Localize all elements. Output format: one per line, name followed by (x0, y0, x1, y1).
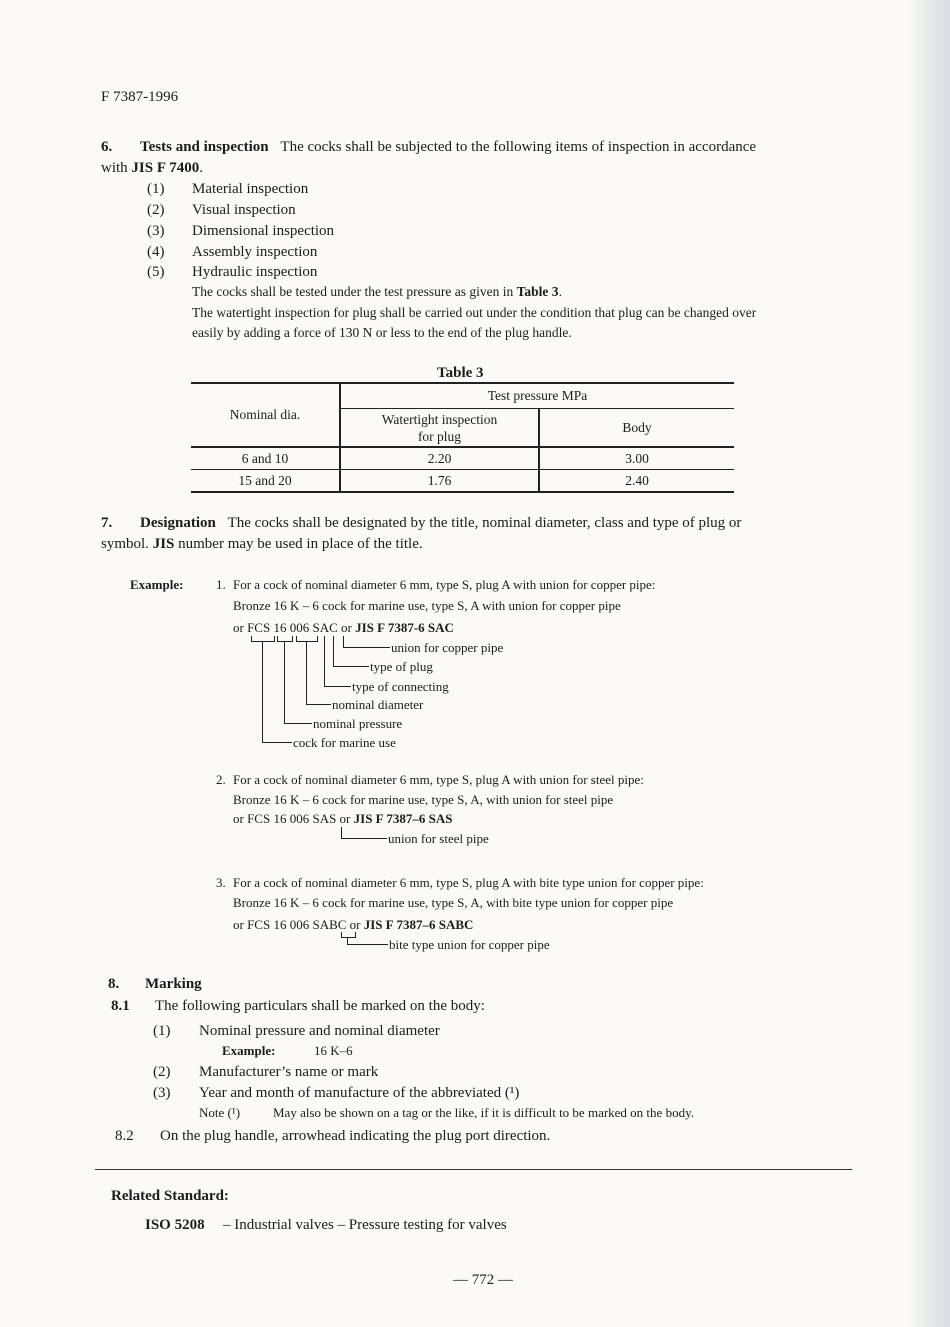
list-item (147, 262, 165, 283)
jis-designation: JIS F 7387–6 SAS (353, 811, 453, 826)
leader-union-steel (341, 827, 387, 839)
example-2-number: 2. (216, 772, 226, 787)
watertight-note-line2: easily by adding a force of 130 N or less to the end of the plug handle. (192, 325, 572, 340)
text-span: The cocks shall be tested under the test pressure as given in (192, 284, 517, 299)
marking-item-1-number: (1) (153, 1023, 171, 1039)
section-6-number: 6. (101, 139, 113, 155)
table-row (191, 447, 734, 470)
marking-item-1: Nominal pressure and nominal diameter (199, 1023, 440, 1039)
marking-note-label: Note (¹) (199, 1105, 241, 1120)
page-number: — 772 — (453, 1272, 513, 1288)
related-standard-title: – Industrial valves – Pressure testing for valves (223, 1217, 507, 1233)
cell-plug: 2.20 (340, 447, 539, 470)
section-8-1-number (111, 996, 130, 1017)
text-span: . (558, 284, 562, 299)
section-6-heading: Tests and inspection (140, 139, 269, 155)
example-2-line1: For a cock of nominal diameter 6 mm, type S, plug A with union for steel pipe: (233, 772, 644, 787)
text-span: or FCS 16 006 SAS or (233, 811, 354, 826)
example-3-line1: For a cock of nominal diameter 6 mm, type S, plug A with bite type union for copper pipe: (233, 875, 704, 890)
section-8-1-text: The following particulars shall be marked on the body: (155, 998, 485, 1014)
text-span: or FCS 16 006 SAC or (233, 620, 356, 635)
text-span: number may be used in place of the title. (174, 536, 423, 552)
callout-cock-marine: cock for marine use (293, 735, 396, 750)
text-span: symbol. (101, 536, 153, 552)
example-2-line2: Bronze 16 K – 6 cock for marine use, type S, A, with union for steel pipe (233, 792, 614, 807)
marking-item-3-number: (3) (153, 1085, 171, 1101)
section-6-heading-line (101, 137, 756, 158)
example-1-line1: For a cock of nominal diameter 6 mm, type S, plug A with union for copper pipe: (233, 577, 656, 592)
section-7-number: 7. (101, 515, 113, 531)
list-number: (2) (147, 202, 165, 218)
header-watertight-line1: Watertight inspection (381, 411, 498, 427)
jis-reference: JIS (152, 536, 175, 552)
cell-dia: 15 and 20 (191, 470, 340, 493)
callout-nominal-diameter: nominal diameter (332, 697, 424, 712)
related-standard-code: ISO 5208 (145, 1217, 205, 1233)
example-label: Example: (130, 577, 184, 592)
section-8-heading-line (108, 974, 202, 995)
example-3-designation (233, 917, 473, 933)
callout-bite-union: bite type union for copper pipe (389, 937, 550, 952)
example-1-number: 1. (216, 577, 226, 592)
cell-body: 3.00 (539, 447, 734, 470)
list-item (147, 221, 165, 242)
marking-item-3: Year and month of manufacture of the abbreviated (¹) (199, 1085, 520, 1101)
marking-example-label: Example: (222, 1043, 276, 1058)
section-7-heading: Designation (140, 515, 216, 531)
marking-example-value: 16 K–6 (314, 1043, 353, 1058)
section-7-text: The cocks shall be designated by the title, nominal diameter, class and type of plug or (227, 515, 742, 531)
list-number: (4) (147, 244, 165, 260)
header-watertight (340, 409, 539, 448)
marking-note-text: May also be shown on a tag or the like, if it is difficult to be marked on the body. (273, 1105, 694, 1120)
list-number: (3) (147, 223, 165, 239)
callout-nominal-pressure: nominal pressure (313, 716, 403, 731)
table-title: Table 3 (437, 365, 484, 381)
example-2-designation (233, 811, 453, 827)
list-item-label: Dimensional inspection (192, 223, 335, 239)
jis-designation: JIS F 7387-6 SAC (355, 620, 454, 635)
header-nominal-dia: Nominal dia. (191, 383, 340, 447)
related-standard-heading: Related Standard: (111, 1188, 229, 1204)
marking-item-2: Manufacturer’s name or mark (199, 1064, 379, 1080)
cell-dia: 6 and 10 (191, 447, 340, 470)
list-item-label: Material inspection (192, 181, 309, 197)
callout-union-steel: union for steel pipe (388, 831, 489, 846)
cell-plug: 1.76 (340, 470, 539, 493)
list-item (147, 200, 165, 221)
scan-edge-shadow (908, 0, 950, 1327)
section-8-2-text: On the plug handle, arrowhead indicating the plug port direction. (160, 1128, 551, 1144)
list-item-label: Hydraulic inspection (192, 264, 318, 280)
jis-designation: JIS F 7387–6 SABC (363, 917, 474, 932)
test-pressure-table (191, 382, 734, 493)
cell-body: 2.40 (539, 470, 734, 493)
section-8-heading: Marking (145, 976, 202, 992)
text-span: with (101, 160, 132, 176)
callout-union-copper: union for copper pipe (391, 640, 504, 655)
leader-cock-marine (262, 641, 292, 743)
marking-item-2-number: (2) (153, 1064, 171, 1080)
section-7-heading-line (101, 513, 741, 534)
list-number: (1) (147, 181, 165, 197)
jis-reference: JIS F 7400 (131, 160, 200, 176)
example-1-designation (233, 620, 454, 636)
section-8-number: 8. (108, 976, 120, 992)
text-span: . (199, 160, 203, 176)
list-item (147, 242, 165, 263)
section-7-text-line2 (101, 534, 423, 555)
text-span: 8.1 (111, 998, 130, 1014)
example-1-line2: Bronze 16 K – 6 cock for marine use, type S, A with union for copper pipe (233, 598, 621, 613)
header-watertight-line2: for plug (417, 428, 462, 444)
list-item (147, 179, 165, 200)
table-reference: Table 3 (516, 284, 559, 299)
test-pressure-note (192, 284, 562, 300)
callout-type-connecting: type of connecting (352, 679, 449, 694)
document-number: F 7387-1996 (101, 89, 179, 105)
section-6-text: The cocks shall be subjected to the following items of inspection in accordance (280, 139, 757, 155)
text-span: or FCS 16 006 SABC or (233, 917, 364, 932)
table-row (191, 470, 734, 493)
example-3-line2: Bronze 16 K – 6 cock for marine use, type S, A, with bite type union for copper pipe (233, 895, 674, 910)
list-item-label: Assembly inspection (192, 244, 318, 260)
divider (95, 1169, 852, 1170)
example-3-number: 3. (216, 875, 226, 890)
list-item-label: Visual inspection (192, 202, 296, 218)
list-number: (5) (147, 264, 165, 280)
section-6-text-line2 (101, 158, 203, 179)
header-body: Body (539, 409, 734, 448)
callout-type-plug: type of plug (370, 659, 433, 674)
section-8-2-number: 8.2 (115, 1128, 134, 1144)
watertight-note-line1: The watertight inspection for plug shall be carried out under the condition that plug can be changed over (192, 305, 757, 320)
header-test-pressure: Test pressure MPa (340, 383, 734, 409)
leader-bite-union (347, 937, 388, 945)
